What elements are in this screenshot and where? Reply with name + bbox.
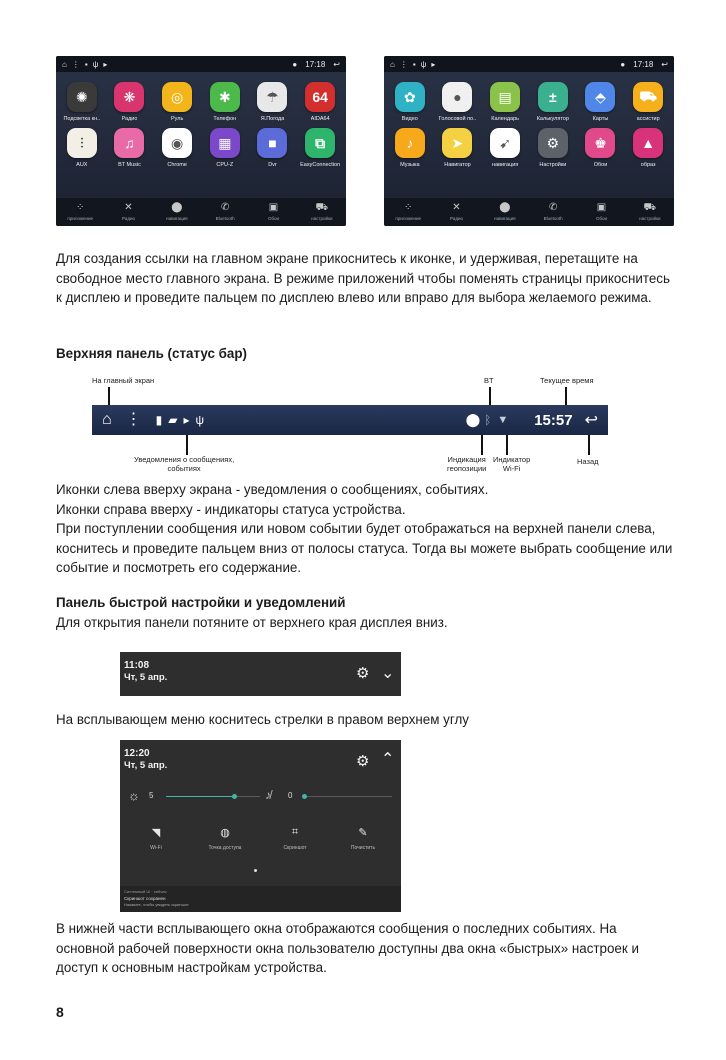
app-label: Калькулятор [536,116,569,122]
shirt-icon: ♚ [585,128,615,158]
app-label: Навигатор [444,162,471,168]
dock-label: навигация [166,216,188,221]
app-aida[interactable] [296,82,344,122]
microphone-icon: ● [442,82,472,112]
app-label: навигация [492,162,519,168]
bluetooth-icon: ᛒ [484,413,492,427]
app-label: Подсветка кн.. [63,116,101,122]
dock-item-location-pin[interactable] [481,203,529,221]
pointer-geo [481,435,483,455]
app-camera[interactable] [249,128,297,168]
location-icon: ⬤ [465,412,481,427]
app-easyconnection[interactable] [296,128,344,168]
brightness-value: 5 [149,791,154,800]
notification-source: Системный UI · сейчас [124,889,167,894]
app-label: Dvr [268,162,277,168]
brightness-icon: ☼ [128,788,140,803]
wallpaper-icon: ▣ [268,202,279,213]
app-steering-wheel[interactable] [153,82,201,122]
pointer-home [108,387,110,405]
dock-item-car[interactable] [298,203,346,221]
clock: 17:18 [305,59,326,69]
pointer-time [565,387,567,405]
dock-label: навигация [494,216,516,221]
app-label: BT Music [118,162,141,168]
app-aux[interactable] [58,128,106,168]
radio-icon: ❋ [114,82,144,112]
label-notifications-line1: Уведомления о сообщениях, [134,455,235,464]
app-label: CPU-Z [216,162,234,168]
crop-icon: ⌗ [291,826,299,838]
app-label: AIDA64 [310,116,330,122]
app-label: Обои [593,162,608,168]
label-home: На главный экран [92,376,155,385]
tile-clean[interactable] [328,826,398,851]
brightness-slider[interactable] [166,796,260,797]
qs-time: 11:08 [124,660,150,671]
location-pin-icon: ⬤ [171,202,183,213]
description-line: При поступлении сообщения или новом событии будет отображаться на верхней панели слева, коснитесь и проведите пальцем вниз от полосы статуса. Тогда вы можете выбрать сообщение или событие и посмотреть его содержание. [56,521,673,575]
app-label: Настройки [539,162,567,168]
app-label: Руль [170,116,184,122]
notification-icon: ▪ [84,59,88,69]
location-pin-icon: ⬤ [499,202,511,213]
brightness-slider-fill [166,796,234,797]
app-compass[interactable] [481,128,529,168]
play-icon[interactable]: ▸ [183,413,190,427]
volume-value: 0 [288,791,293,800]
page-number: 8 [56,1004,64,1020]
app-label: Голосовой по.. [438,116,477,122]
expand-instruction: На всплывающем меню коснитесь стрелки в правом верхнем углу [56,712,469,727]
app-car-assist[interactable] [624,82,672,122]
label-back: Назад [577,457,599,466]
app-bluetooth[interactable] [201,82,249,122]
play-icon: ▸ [103,59,108,69]
tile-wifi[interactable] [121,826,191,851]
app-label: Радио [121,116,138,122]
dock-label: приложение [67,216,93,221]
location-icon: ● [292,59,298,69]
dock-item-apps[interactable] [384,203,432,221]
menu-dots-icon[interactable]: ⋮ [71,59,80,69]
calendar-icon: ▤ [490,82,520,112]
tile-label: Точка доступа [208,845,242,851]
video-icon: ✿ [395,82,425,112]
aida-icon: 64 [305,82,335,112]
play-icon: ▸ [431,59,436,69]
dock-label: приложение [395,216,421,221]
app-settings[interactable] [529,128,577,168]
qs-date: Чт, 5 апр. [124,760,168,771]
chevron-up-icon[interactable]: ⌃ [381,751,395,768]
notification-icon[interactable]: ▮ [155,413,163,427]
app-grid [56,72,346,168]
maps-icon: ⬘ [585,82,615,112]
car-assist-icon: ⛟ [633,82,663,112]
dock-label: Радио [449,216,463,221]
tile-screenshot[interactable] [260,826,330,851]
umbrella-icon: ☂ [257,82,287,112]
steering-wheel-icon: ◎ [162,82,192,112]
car-icon: ⛟ [643,202,657,213]
phone-icon: ✆ [548,202,558,213]
quicksettings-collapsed[interactable] [120,652,401,696]
app-shirt[interactable] [577,128,625,168]
back-icon[interactable]: ↩ [584,412,598,429]
usb-icon[interactable]: ψ [195,413,205,427]
bluetooth-icon: ✱ [210,82,240,112]
app-grid [384,72,674,168]
dock-item-wallpaper[interactable] [249,203,297,221]
app-radio[interactable] [106,82,154,122]
usb-icon: ψ [92,59,99,69]
app-cpu[interactable] [201,128,249,168]
back-icon[interactable]: ↩ [333,59,340,69]
app-chrome[interactable] [153,128,201,168]
app-label: Видео [401,116,418,122]
statusbar-description [56,480,676,578]
radio-tower-icon: ✕ [124,202,133,213]
dock-label: Bluetooth [543,216,563,221]
app-umbrella[interactable] [249,82,297,122]
label-wifi [493,455,530,473]
radio-tower-icon: ✕ [452,202,461,213]
dock-item-phone[interactable] [201,203,249,221]
quicksettings-heading: Панель быстрой настройки и уведомлений [56,595,346,610]
app-label: Карты [592,116,609,122]
app-gallery[interactable] [624,128,672,168]
wallpaper-icon: ▣ [596,202,607,213]
chevron-down-icon[interactable]: ⌄ [381,665,395,682]
app-label: EasyConnection [300,162,341,168]
cpu-icon: ▦ [210,128,240,158]
app-label: Музыка [400,162,420,168]
easyconnection-icon: ⧉ [305,128,335,158]
dock-item-radio-tower[interactable] [432,203,480,221]
intro-paragraph: Для создания ссылки на главном экране прикоснитесь к иконке, и удерживая, перетащите на свободное место главного экрана. В режиме приложений чтобы поменять страницы прикоснитесь к дисплею и проведите пальцем по дисплею влево или вправо для выбора желаемого режима. [56,251,670,305]
hotspot-icon: ◍ [220,827,230,839]
notification-body: Нажмите, чтобы увидеть скриншот [124,902,189,907]
dock-label: настройки [639,216,661,221]
apps-icon: ⁘ [403,202,413,213]
calculator-icon: ± [538,82,568,112]
aux-icon: ⫶ [67,128,97,158]
volume-slider[interactable] [302,796,392,797]
app-label: Chrome [167,162,187,168]
app-bulb[interactable] [58,82,106,122]
pointer-wifi [506,435,508,455]
pointer-bt [489,387,491,405]
brightness-slider-knob[interactable] [232,794,237,799]
app-music-note[interactable] [386,128,434,168]
usb-icon: ψ [420,59,427,69]
chrome-icon: ◉ [162,128,192,158]
tile-label: Почистить [350,845,376,851]
gallery-icon: ▲ [633,128,663,158]
quicksettings-expanded [120,740,401,912]
location-icon: ● [620,59,626,69]
label-geo [447,455,486,473]
settings-gear-icon[interactable]: ⚙ [356,753,370,770]
app-maps[interactable] [577,82,625,122]
dock [384,198,674,226]
app-label: AUX [76,162,88,168]
music-icon: ♫ [114,128,144,158]
bulb-icon: ✺ [67,82,97,112]
dock-item-location-pin[interactable] [153,203,201,221]
app-video[interactable] [386,82,434,122]
statusbar-heading: Верхняя панель (статус бар) [56,346,247,361]
qs-time: 12:20 [124,748,150,759]
dock-item-radio-tower[interactable] [104,203,152,221]
app-navigator[interactable] [434,128,482,168]
sd-card-icon[interactable]: ▰ [168,413,178,427]
description-line: Иконки справа вверху - индикаторы статуса устройства. [56,501,406,517]
dock-label: Bluetooth [215,216,235,221]
wifi-icon: ◥ [151,827,161,839]
home-icon[interactable]: ⌂ [390,59,395,69]
compass-icon: ➹ [490,128,520,158]
dock [56,198,346,226]
volume-slider-knob[interactable] [302,794,307,799]
camera-icon: ■ [257,128,287,158]
dock-label: Обои [267,216,280,221]
clock: 17:18 [633,59,654,69]
qs-date: Чт, 5 апр. [124,672,168,683]
label-wifi-line1: Индикатор [493,455,531,464]
menu-dots-icon[interactable]: ⋮ [399,59,408,69]
home-icon[interactable]: ⌂ [62,59,67,69]
pointer-notifications [186,435,188,455]
settings-gear-icon[interactable]: ⚙ [356,665,370,682]
pointer-back [588,435,590,455]
label-notifications [134,455,234,473]
label-current-time: Текущее время [540,376,594,385]
android-status-bar [384,56,674,72]
label-geo-line2: геопозиции [447,464,487,473]
apps-icon: ⁘ [75,202,85,213]
dock-item-car[interactable] [626,203,674,221]
label-wifi-line2: Wi-Fi [502,464,521,473]
app-label: Телефон [213,116,237,122]
home-screenshot-2 [384,56,674,226]
closing-paragraph: В нижней части всплывающего окна отображаются сообщения о последних событиях. На основной рабочей поверхности окна пользователю доступны два окна «быстрых» настроек и доступ к основным настройкам устройства. [56,921,639,975]
tile-label: Wi-Fi [150,845,162,851]
car-icon: ⛟ [315,202,329,213]
app-label: Я.Погода [260,116,285,122]
notification-card[interactable] [120,886,401,912]
home-screenshot-1 [56,56,346,226]
app-calendar[interactable] [481,82,529,122]
label-bt: BT [484,376,494,385]
notification-icon: ▪ [412,59,416,69]
app-calculator[interactable] [529,82,577,122]
label-notifications-line2: событиях [167,464,201,473]
description-line: Иконки слева вверху экрана - уведомления о сообщениях, событиях. [56,482,489,497]
open-instruction: Для открытия панели потяните от верхнего края дисплея вниз. [56,615,448,630]
notification-title: Скриншот сохранен [124,896,166,901]
phone-icon: ✆ [220,202,230,213]
broom-icon: ✎ [358,827,368,839]
app-music[interactable] [106,128,154,168]
dock-label: Радио [121,216,135,221]
music-note-icon: ♪ [395,128,425,158]
dock-item-apps[interactable] [56,203,104,221]
dock-label: настройки [311,216,333,221]
wifi-icon: ▼ [497,414,509,426]
settings-icon: ⚙ [538,128,568,158]
menu-dots-icon[interactable]: ⋮ [125,411,142,428]
back-icon[interactable]: ↩ [661,59,668,69]
tile-hotspot[interactable] [190,826,260,851]
label-geo-line1: Индикация [447,455,486,464]
home-icon[interactable]: ⌂ [102,411,112,428]
statusbar-diagram [92,405,608,435]
dock-label: Обои [595,216,608,221]
app-microphone[interactable] [434,82,482,122]
app-label: Календарь [491,116,520,122]
tile-label: Скриншот [283,845,307,851]
android-status-bar [56,56,346,72]
dock-item-phone[interactable] [529,203,577,221]
dock-item-wallpaper[interactable] [577,203,625,221]
volume-muted-icon[interactable]: ♪̸ [265,788,271,802]
statusbar-time: 15:57 [534,411,573,429]
page-indicator-dot [254,869,257,872]
app-label: ассистир [636,116,660,122]
app-label: образ [640,162,656,168]
navigator-icon: ➤ [442,128,472,158]
